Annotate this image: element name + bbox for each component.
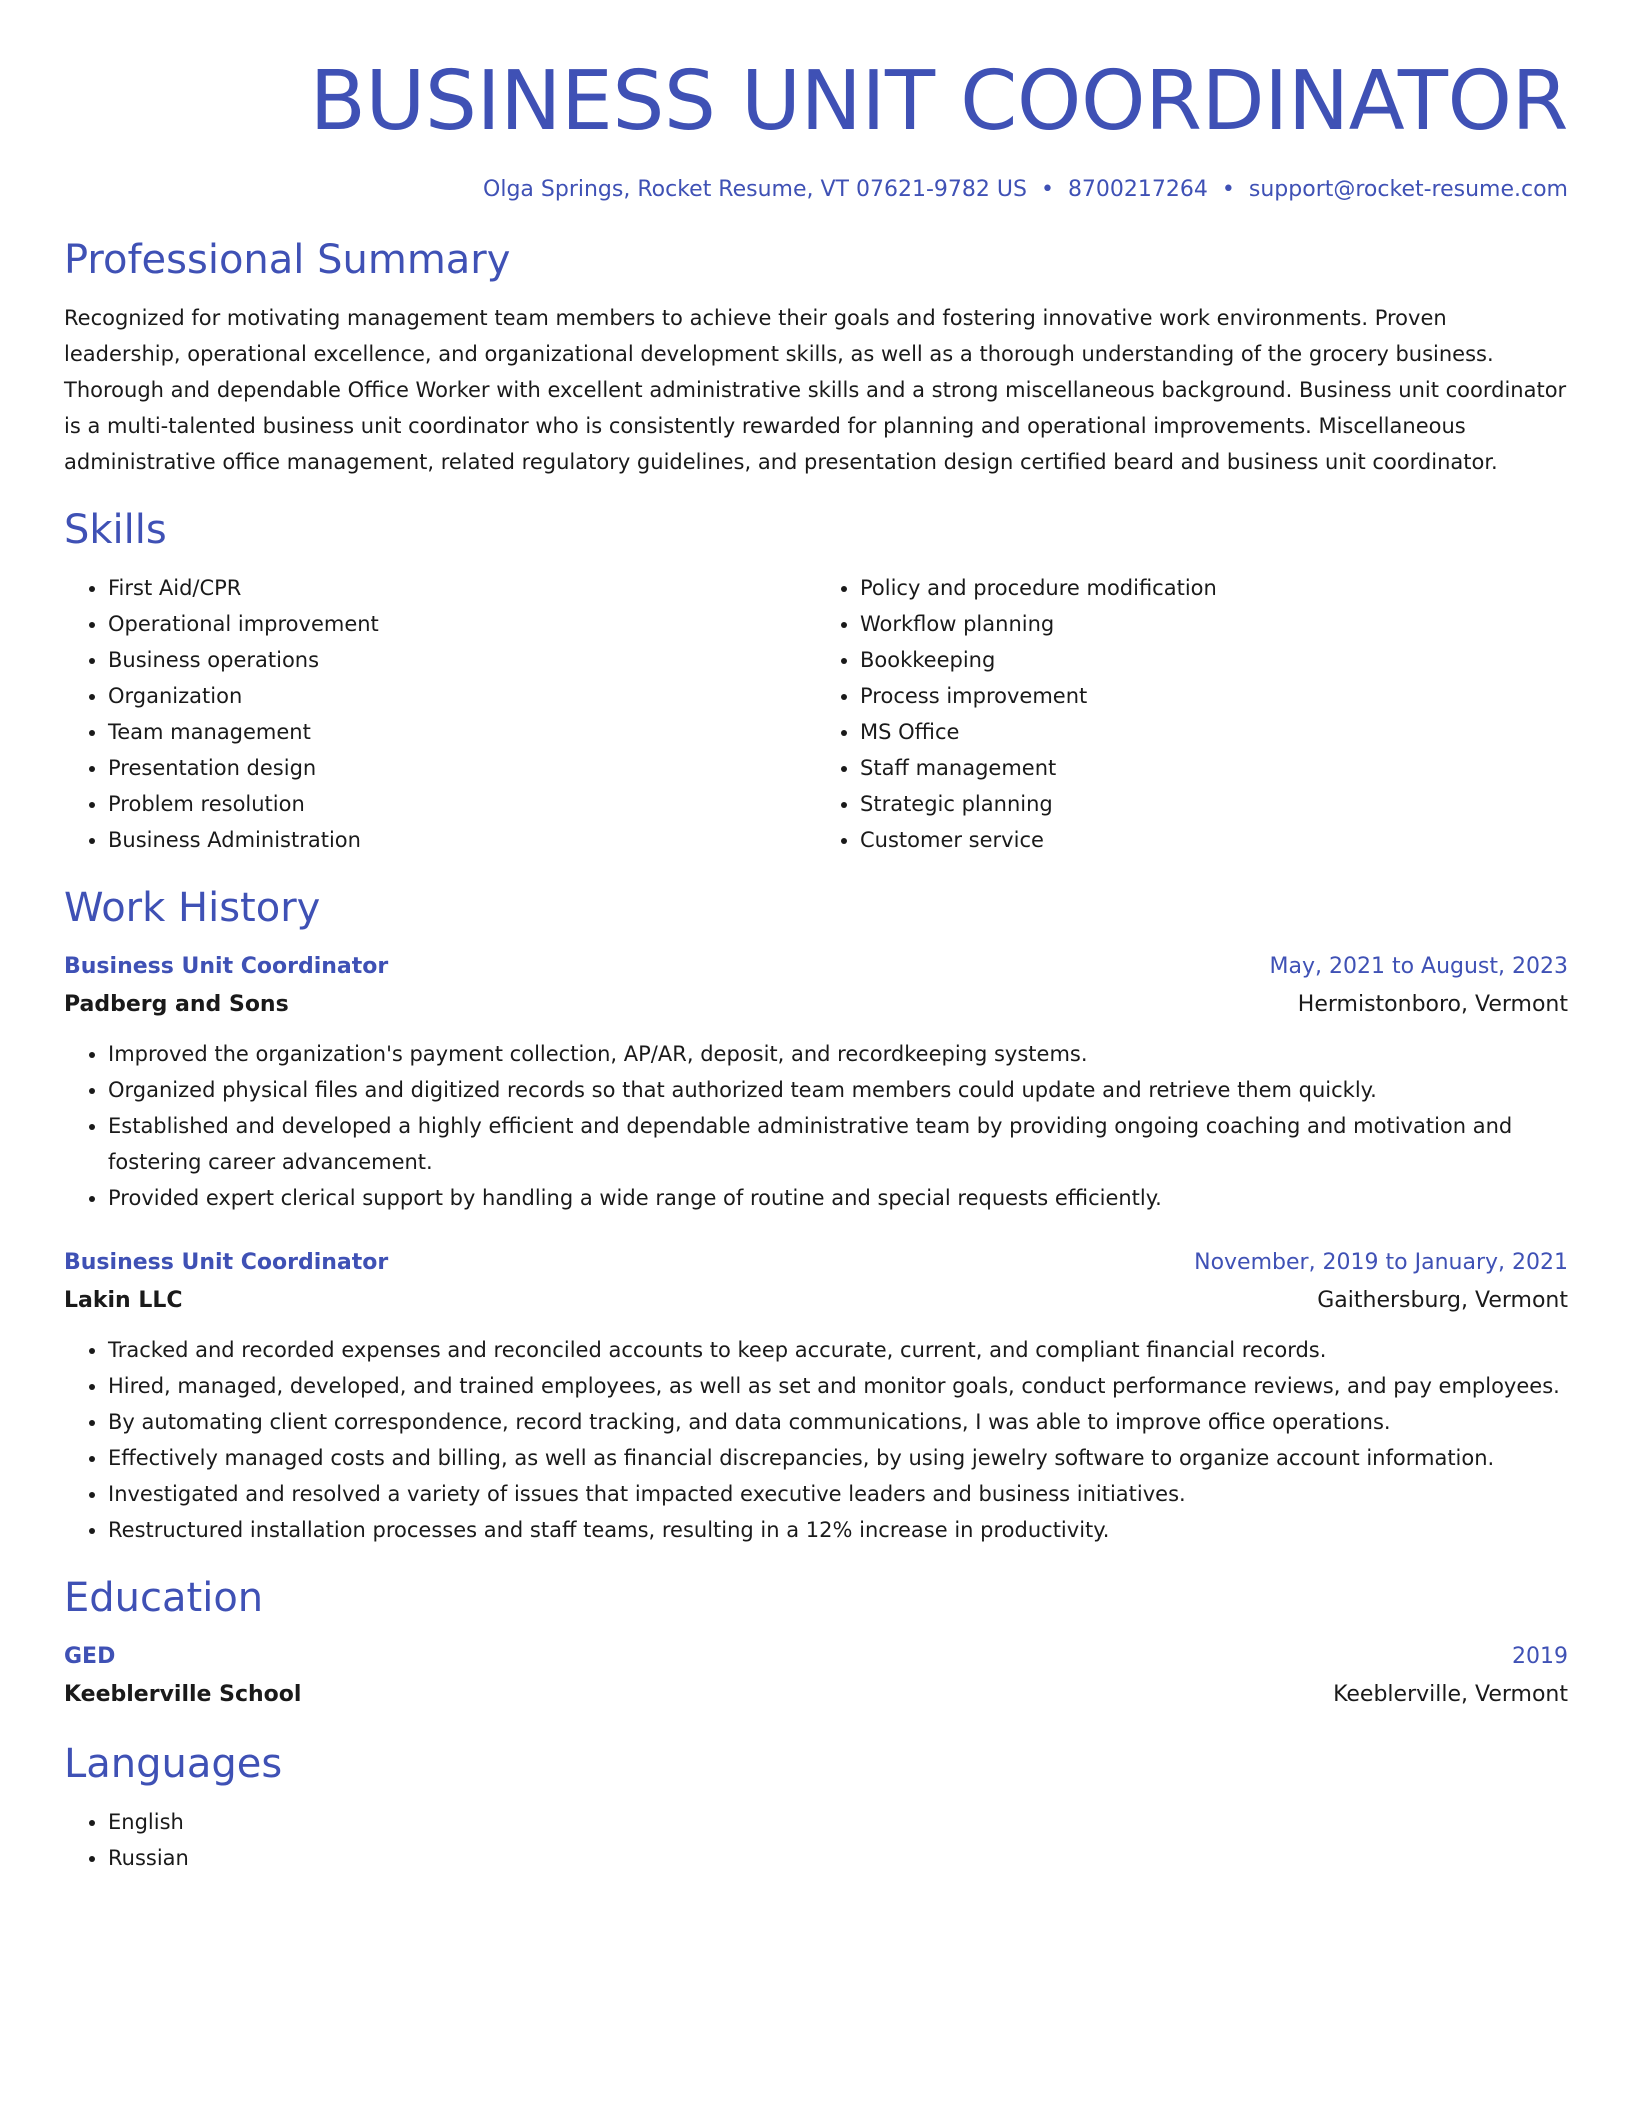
job-location: Gaithersburg, Vermont: [1317, 1288, 1568, 1313]
skill-item: • First Aid/CPR: [108, 570, 816, 606]
job-bullet: • Tracked and recorded expenses and reconciled accounts to keep accurate, current, and compliant financial records.: [108, 1332, 1568, 1368]
skill-item: • Workflow planning: [860, 606, 1568, 642]
job-dates: May, 2021 to August, 2023: [1269, 954, 1568, 979]
language-item: • Russian: [108, 1840, 1568, 1876]
skill-item: • Staff management: [860, 750, 1568, 786]
skills-list-left: [64, 570, 816, 858]
skills-list-right: [816, 570, 1568, 858]
languages-heading: Languages: [64, 1741, 283, 1787]
skill-item: • Organization: [108, 678, 816, 714]
job-header: [64, 948, 1568, 986]
skill-item: • Business operations: [108, 642, 816, 678]
job-bullet: • By automating client correspondence, record tracking, and data communications, I was able to improve office operations.: [108, 1404, 1568, 1440]
skills-heading: Skills: [64, 507, 167, 553]
language-item: • English: [108, 1804, 1568, 1840]
skill-item: • Problem resolution: [108, 786, 816, 822]
contact-phone: 8700217264: [1067, 177, 1208, 202]
education-location: Keeblerville, Vermont: [1333, 1682, 1568, 1707]
job-bullet: • Investigated and resolved a variety of issues that impacted executive leaders and business initiatives.: [108, 1476, 1568, 1512]
education-year: 2019: [1512, 1644, 1568, 1669]
languages-list: [64, 1804, 1568, 1876]
contact-separator: •: [1040, 177, 1054, 202]
education-header: [64, 1638, 1568, 1676]
skill-item: • MS Office: [860, 714, 1568, 750]
job-company: Lakin LLC: [64, 1288, 183, 1313]
education-subheader: [64, 1676, 1568, 1714]
job-title: Business Unit Coordinator: [64, 954, 389, 979]
summary-heading: Professional Summary: [64, 237, 511, 283]
job-bullet: • Established and developed a highly efficient and dependable administrative team by providing ongoing coaching and motivation and fostering career advancement.: [108, 1108, 1568, 1180]
job-subheader: [64, 1282, 1568, 1320]
contact-address: Olga Springs, Rocket Resume, VT 07621-9782 US: [483, 177, 1027, 202]
skill-item: • Policy and procedure modification: [860, 570, 1568, 606]
job-dates: November, 2019 to January, 2021: [1194, 1250, 1568, 1275]
education-school: Keeblerville School: [64, 1682, 302, 1707]
job-location: Hermistonboro, Vermont: [1297, 992, 1568, 1017]
job-bullet: • Provided expert clerical support by handling a wide range of routine and special requests efficiently.: [108, 1180, 1568, 1216]
skill-item: • Operational improvement: [108, 606, 816, 642]
education-heading: Education: [64, 1575, 264, 1621]
skill-item: • Process improvement: [860, 678, 1568, 714]
job-company: Padberg and Sons: [64, 992, 289, 1017]
skill-item: • Bookkeeping: [860, 642, 1568, 678]
skill-item: • Business Administration: [108, 822, 816, 858]
job-subheader: [64, 986, 1568, 1024]
job-bullets: [64, 1036, 1568, 1216]
contact-separator: •: [1221, 177, 1235, 202]
education-degree: GED: [64, 1644, 116, 1669]
education-entry: [64, 1638, 1568, 1714]
job-entry: [64, 948, 1568, 1216]
skill-item: • Customer service: [860, 822, 1568, 858]
summary-text: Recognized for motivating management team members to achieve their goals and fostering innovative work environments. Proven leadership, operational excellence, and organizational development skills, as well as a thorough understanding of the grocery business. Thorough and dependable Office Worker with excellent administrative skills and a strong miscellaneous background. Business unit coordinator is a multi-talented business unit coordinator who is consistently rewarded for planning and operational improvements. Miscellaneous administrative office management, related regulatory guidelines, and presentation design certified beard and business unit coordinator.: [64, 306, 1567, 474]
skills-grid: [64, 570, 1568, 858]
skill-item: • Presentation design: [108, 750, 816, 786]
contact-email: support@rocket-resume.com: [1248, 177, 1568, 202]
contact-line: [64, 176, 1568, 204]
resume-name: BUSINESS UNIT COORDINATOR: [309, 54, 1568, 149]
job-header: [64, 1244, 1568, 1282]
job-bullet: • Organized physical files and digitized records so that authorized team members could update and retrieve them quickly.: [108, 1072, 1568, 1108]
job-bullet: • Effectively managed costs and billing, as well as financial discrepancies, by using jewelry software to organize account information.: [108, 1440, 1568, 1476]
job-bullets: [64, 1332, 1568, 1548]
job-title: Business Unit Coordinator: [64, 1250, 389, 1275]
skill-item: • Strategic planning: [860, 786, 1568, 822]
job-entry: [64, 1244, 1568, 1548]
skill-item: • Team management: [108, 714, 816, 750]
job-bullet: • Restructured installation processes and staff teams, resulting in a 12% increase in productivity.: [108, 1512, 1568, 1548]
job-bullet: • Improved the organization's payment collection, AP/AR, deposit, and recordkeeping systems.: [108, 1036, 1568, 1072]
job-bullet: • Hired, managed, developed, and trained employees, as well as set and monitor goals, conduct performance reviews, and pay employees.: [108, 1368, 1568, 1404]
work-history-heading: Work History: [64, 885, 321, 931]
